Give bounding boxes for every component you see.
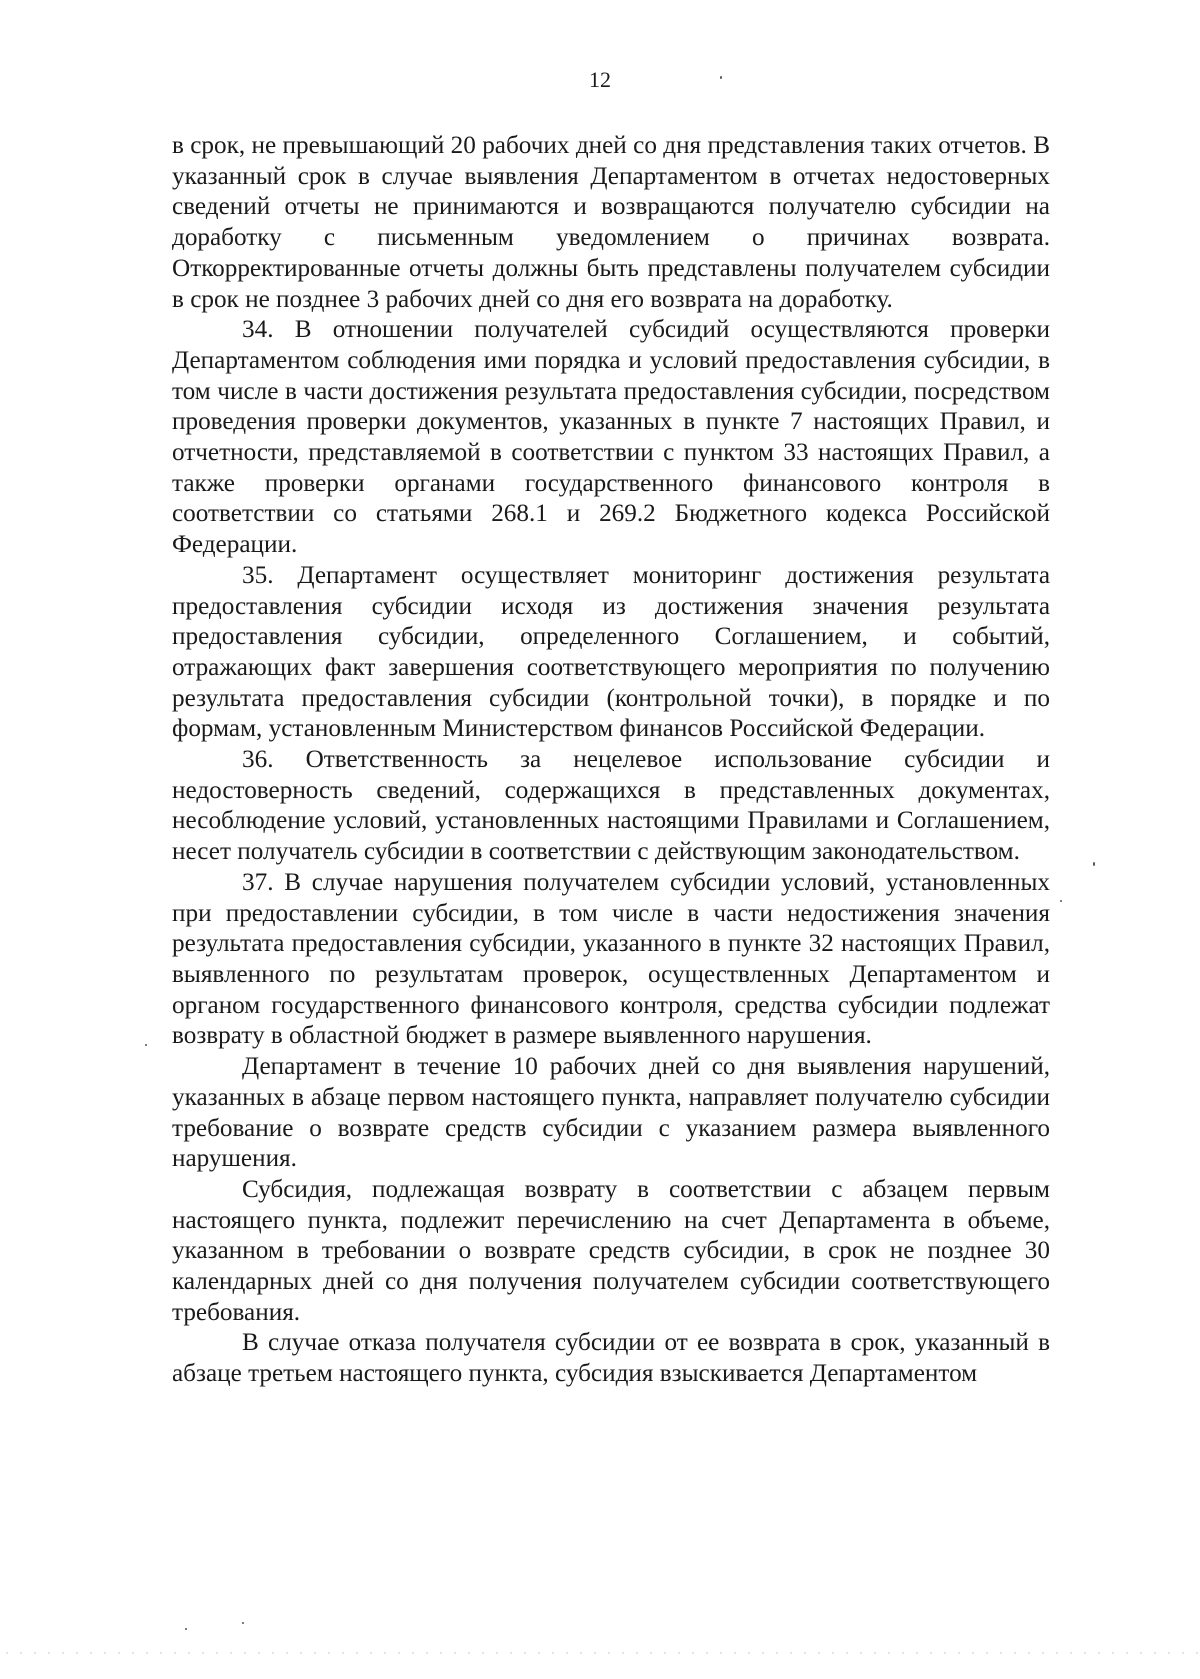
paragraph: 37. В случае нарушения получателем субсидии условий, установленных при предоставлении субсидии, в том числе в части недостижения значения результата предоставления субсидии, указанного в пункте 32 настоящих Правил, выявленного по результатам проверок, осуществленных Департаментом и органом государственного финансового контроля, средства субсидии подлежат возврату в областной бюджет в размере выявленного нарушения.: [172, 868, 1050, 1050]
paragraph: В случае отказа получателя субсидии от ее возврата в срок, указанный в абзаце третьем настоящего пункта, субсидия взыскивается Департаментом: [172, 1329, 1050, 1388]
scan-speck: [720, 76, 722, 79]
paragraph: 35. Департамент осуществляет мониторинг достижения результата предоставления субсидии исходя из достижения значения результата предоставления субсидии, определенного Соглашением, и событий, отражающих факт завершения соответствующего мероприятия по получению результата предоставления субсидии (контрольной точки), в порядке и по формам, установленным Министерством финансов Российской Федерации.: [172, 561, 1050, 743]
page-number: 12: [589, 67, 611, 92]
scan-speck: [145, 1044, 147, 1046]
scan-speck: [242, 1622, 244, 1624]
paragraph: Субсидия, подлежащая возврату в соответствии с абзацем первым настоящего пункта, подлежит перечислению на счет Департамента в объеме, указанном в требовании о возврате средств субсидии, в срок не позднее 30 календарных дней со дня получения получателем субсидии соответствующего требования.: [172, 1175, 1050, 1326]
document-body: [172, 131, 1050, 1390]
scan-speck: [185, 1628, 187, 1630]
paragraph: в срок, не превышающий 20 рабочих дней со дня представления таких отчетов. В указанный срок в случае выявления Департаментом в отчетах недостоверных сведений отчеты не принимаются и возвращаются получателю субсидии на доработку с письменным уведомлением о причинах возврата. Откорректированные отчеты должны быть представлены получателем субсидии в срок не позднее 3 рабочих дней со дня его возврата на доработку.: [172, 132, 1050, 313]
paragraph: Департамент в течение 10 рабочих дней со дня выявления нарушений, указанных в абзаце первом настоящего пункта, направляет получателю субсидии требование о возврате средств субсидии с указанием размера выявленного нарушения.: [172, 1053, 1050, 1173]
scan-speck: [1093, 862, 1095, 866]
paragraph: 36. Ответственность за нецелевое использование субсидии и недостоверность сведений, содержащихся в представленных документах, несоблюдение условий, установленных настоящими Правилами и Соглашением, несет получатель субсидии в соответствии с действующим законодательством.: [172, 746, 1050, 866]
paragraph: 34. В отношении получателей субсидий осуществляются проверки Департаментом соблюдения ими порядка и условий предоставления субсидии, в том числе в части достижения результата предоставления субсидии, посредством проведения проверки документов, указанных в пункте 7 настоящих Правил, и отчетности, представляемой в соответствии с пунктом 33 настоящих Правил, а также проверки органами государственного финансового контроля в соответствии со статьями 268.1 и 269.2 Бюджетного кодекса Российской Федерации.: [172, 316, 1050, 559]
scan-speck: [1060, 900, 1062, 902]
scan-edge-noise: [0, 1650, 1200, 1656]
